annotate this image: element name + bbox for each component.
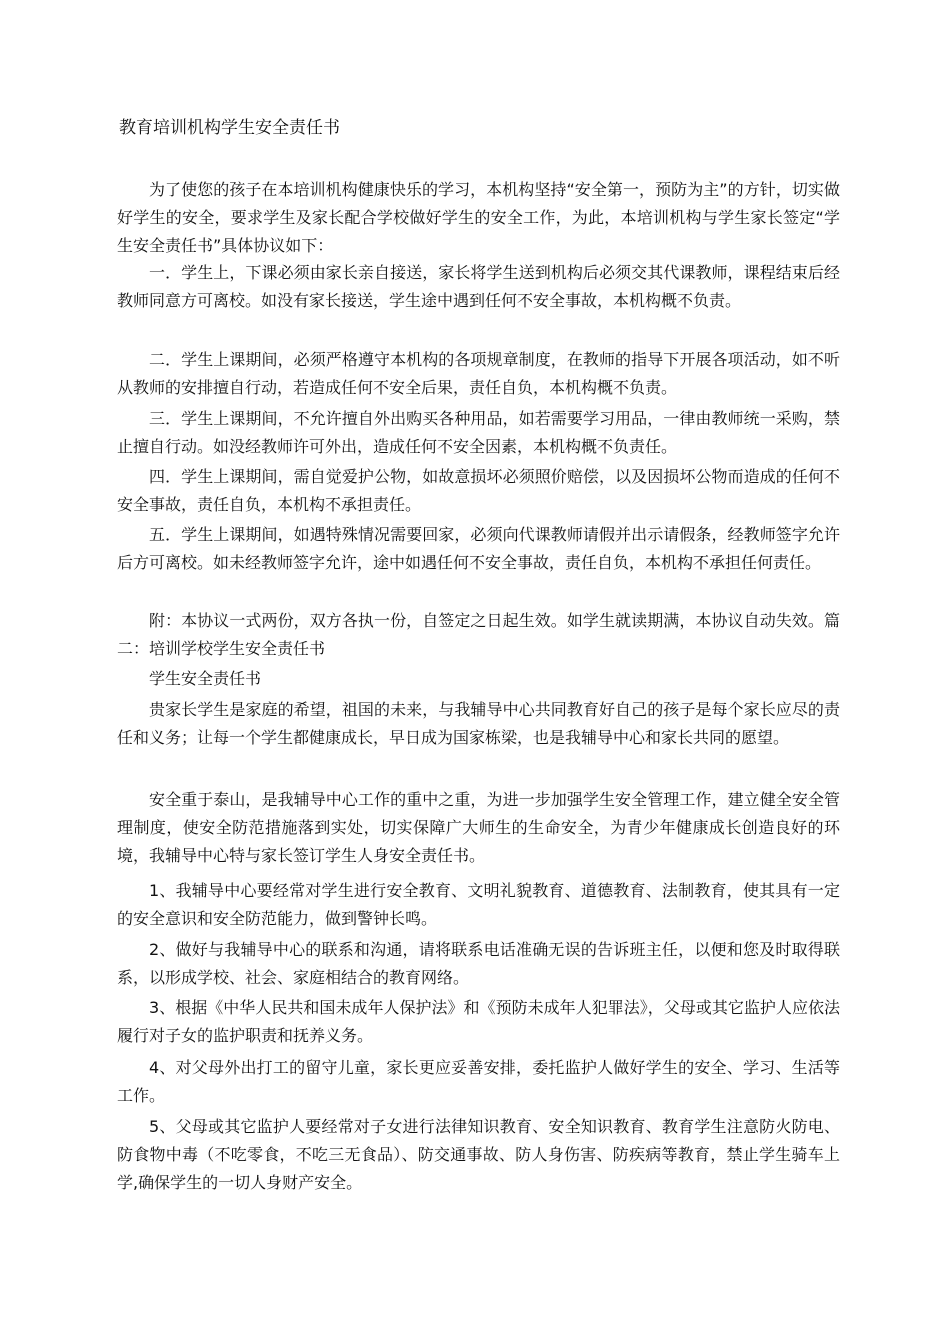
agreement-item-5: 五．学生上课期间，如遇特殊情况需要回家，必须向代课教师请假并出示请假条，经教师签字允许后方可离校。如未经教师签字允许，途中如遇任何不安全事故，责任自负，本机构不承担任何责任。 [117,525,840,572]
agreement-item-1: 一．学生上，下课必须由家长亲自接送，家长将学生送到机构后必须交其代课教师，课程结束后经教师同意方可离校。如没有家长接送，学生途中遇到任何不安全事故，本机构概不负责。 [117,263,840,310]
section-heading: 学生安全责任书 [149,669,262,688]
intro-paragraph: 为了使您的孩子在本培训机构健康快乐的学习，本机构坚持“安全第一，预防为主”的方针，切实做好学生的安全，要求学生及家长配合学校做好学生的安全工作，为此，本培训机构与学生家长签定“学生安全责任书”具体协议如下： [117,180,840,255]
safety-paragraph: 安全重于泰山，是我辅导中心工作的重中之重，为进一步加强学生安全管理工作，建立健全安全管理制度，使安全防范措施落到实处，切实保障广大师生的生命安全，为青少年健康成长创造良好的环境，我辅导中心特与家长签订学生人身安全责任书。 [117,790,840,865]
agreement-item-3: 三．学生上课期间，不允许擅自外出购买各种用品，如若需要学习用品，一律由教师统一采购，禁止擅自行动。如没经教师许可外出，造成任何不安全因素，本机构概不负责任。 [117,409,840,456]
numbered-item-3: 3、根据《中华人民共和国未成年人保护法》和《预防未成年人犯罪法》，父母或其它监护人应依法履行对子女的监护职责和抚养义务。 [117,998,840,1045]
numbered-item-2: 2、做好与我辅导中心的联系和沟通，请将联系电话准确无误的告诉班主任，以便和您及时取得联系，以形成学校、社会、家庭相结合的教育网络。 [117,940,840,987]
numbered-item-5: 5、父母或其它监护人要经常对子女进行法律知识教育、安全知识教育、教育学生注意防火防电、防食物中毒（不吃零食，不吃三无食品）、防交通事故、防人身伤害、防疾病等教育，禁止学生骑车上学,确保学生的一切人身财产安全。 [117,1117,840,1192]
numbered-item-1: 1、我辅导中心要经常对学生进行安全教育、文明礼貌教育、道德教育、法制教育，使其具有一定的安全意识和安全防范能力，做到警钟长鸣。 [117,881,840,928]
appendix-paragraph: 附：本协议一式两份，双方各执一份，自签定之日起生效。如学生就读期满，本协议自动失效。篇二：培训学校学生安全责任书 [117,611,840,658]
agreement-item-2: 二．学生上课期间，必须严格遵守本机构的各项规章制度，在教师的指导下开展各项活动，如不听从教师的安排擅自行动，若造成任何不安全后果，责任自负，本机构概不负责。 [117,350,840,397]
agreement-item-4: 四．学生上课期间，需自觉爱护公物，如故意损坏必须照价赔偿，以及因损坏公物而造成的任何不安全事故，责任自负，本机构不承担责任。 [117,467,840,514]
document-title: 教育培训机构学生安全责任书 [119,118,340,138]
parent-paragraph: 贵家长学生是家庭的希望，祖国的未来，与我辅导中心共同教育好自己的孩子是每个家长应尽的责任和义务；让每一个学生都健康成长，早日成为国家栋梁，也是我辅导中心和家长共同的愿望。 [117,700,840,747]
numbered-item-4: 4、对父母外出打工的留守儿童，家长更应妥善安排，委托监护人做好学生的安全、学习、生活等工作。 [117,1058,840,1105]
